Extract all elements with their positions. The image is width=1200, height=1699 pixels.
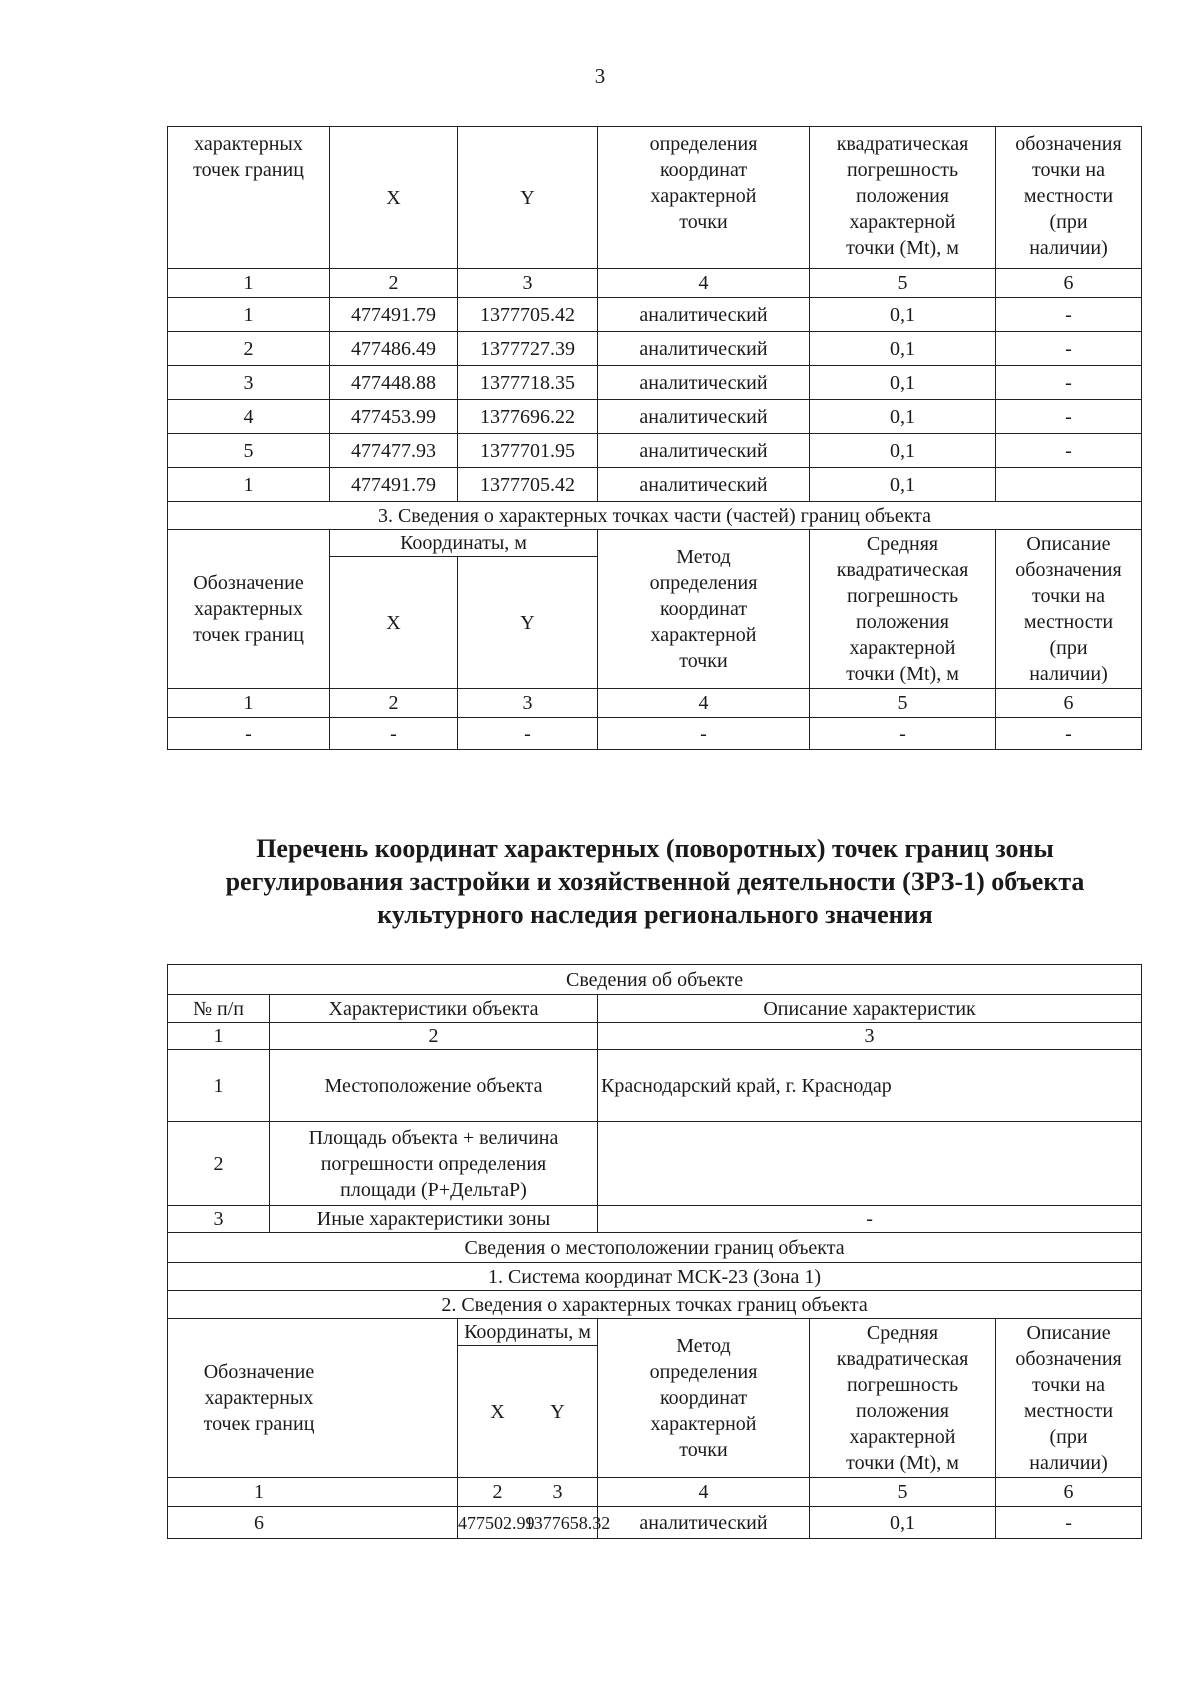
table-cell: 5	[168, 434, 330, 468]
table-cell: Местоположение объекта	[270, 1050, 598, 1122]
coordinate-system-row	[168, 1263, 1142, 1291]
header-y: Y	[458, 127, 598, 269]
cell-text: определения	[649, 572, 758, 594]
header-point-designation	[168, 1319, 458, 1478]
table-cell: 4	[598, 1478, 810, 1507]
cell-text: 1377658.32	[524, 1512, 611, 1533]
cell-text: (при	[1049, 1426, 1088, 1448]
coordinates-table-continued	[167, 126, 1142, 750]
zone-info-table	[167, 964, 1142, 1539]
cell-text: характерной	[849, 1426, 956, 1448]
header-description	[996, 1319, 1142, 1478]
table-cell: -	[168, 718, 330, 750]
cell-text: точки	[679, 1439, 728, 1461]
table-row	[168, 400, 1142, 434]
table-cell: 4	[168, 400, 330, 434]
table-cell: 5	[810, 269, 996, 298]
table-row	[168, 468, 1142, 502]
cell-text: наличии)	[1029, 1452, 1108, 1474]
cell-text: (при	[1049, 211, 1088, 233]
table-cell: 0,1	[810, 366, 996, 400]
header-mean-error	[810, 530, 996, 689]
coordinate-system: 1. Система координат МСК-23 (Зона 1)	[168, 1263, 1142, 1291]
cell-text: Описание	[1026, 533, 1111, 555]
table-cell: 4	[598, 689, 810, 718]
cell-text: характерной	[849, 637, 956, 659]
cell-text: 477502.99	[458, 1512, 535, 1533]
table-cell: 1	[168, 1478, 458, 1507]
cell-text: квадратическая	[836, 133, 969, 155]
table-row	[168, 1122, 1142, 1206]
table-cell: -	[458, 718, 598, 750]
table-cell: -	[996, 434, 1142, 468]
cell-text: (при	[1049, 637, 1088, 659]
header-characteristics: Характеристики объекта	[270, 995, 598, 1023]
table-cell: 1377696.22	[458, 400, 598, 434]
cell-text: местности	[1023, 1400, 1114, 1422]
cell-text: погрешность	[846, 159, 959, 181]
cell-text: характерной	[650, 185, 757, 207]
table-row	[168, 332, 1142, 366]
table-cell: 1377705.42	[458, 298, 598, 332]
heading-line-3: культурного наследия регионального значения	[377, 900, 933, 929]
table-cell: 1377718.35	[458, 366, 598, 400]
table-cell: 1	[168, 269, 330, 298]
heading-line-1: Перечень координат характерных (поворотных) точек границ зоны	[256, 834, 1054, 863]
cell-text: характерных	[194, 598, 303, 620]
cell-text: Обозначение	[203, 1361, 315, 1383]
cell-text: обозначения	[1015, 559, 1122, 581]
table-cell: -	[996, 298, 1142, 332]
cell-text: характерной	[849, 211, 956, 233]
cell-text: Площадь объекта + величина	[308, 1126, 559, 1149]
table-cell: 0,1	[810, 1507, 996, 1539]
section-3-title-row	[168, 502, 1142, 530]
table-cell: 0,1	[810, 468, 996, 502]
table-cell: 2	[330, 269, 458, 298]
cell-text: характерных	[194, 133, 303, 155]
cell-text: погрешности определения	[320, 1152, 547, 1175]
location-title-row	[168, 1233, 1142, 1263]
cell-text: точек границ	[203, 1413, 315, 1435]
table-cell: 2	[168, 332, 330, 366]
cell-text: 3	[552, 1481, 563, 1503]
object-info-header-row	[168, 995, 1142, 1023]
table-cell: -	[330, 718, 458, 750]
cell-text: Средняя	[866, 533, 939, 555]
table-cell: 1	[168, 1023, 270, 1050]
table-cell: 2	[270, 1023, 598, 1050]
section-2-title: 2. Сведения о характерных точках границ объекта	[168, 1291, 1142, 1319]
cell-text: обозначения	[1015, 1348, 1122, 1370]
table-row	[168, 1507, 1142, 1539]
table-header-row	[168, 1319, 1142, 1346]
table-cell: 3	[458, 689, 598, 718]
header-number: № п/п	[168, 995, 270, 1023]
section-2-title-row	[168, 1291, 1142, 1319]
cell-text: Средняя	[866, 1322, 939, 1344]
cell-text: X	[490, 1400, 505, 1423]
header-x: X	[330, 127, 458, 269]
cell-text: положения	[856, 1400, 949, 1422]
table-cell: 1	[168, 298, 330, 332]
table-row	[168, 434, 1142, 468]
header-point-designation	[168, 530, 330, 689]
table-cell: 0,1	[810, 400, 996, 434]
column-numbers-row	[168, 1478, 1142, 1507]
table-cell: 6	[996, 269, 1142, 298]
table-cell: 0,1	[810, 332, 996, 366]
object-info-title-row	[168, 965, 1142, 995]
cell-text: квадратическая	[836, 559, 969, 581]
table-cell: аналитический	[598, 298, 810, 332]
table-cell	[458, 1507, 611, 1539]
column-numbers-row	[168, 1023, 1142, 1050]
table-row	[168, 366, 1142, 400]
section-3-title: 3. Сведения о характерных точках части (частей) границ объекта	[168, 502, 1142, 530]
header-method	[598, 127, 810, 269]
cell-text: местности	[1023, 185, 1114, 207]
cell-text: точки (Mt), м	[846, 663, 959, 685]
header-description	[996, 530, 1142, 689]
table-cell: -	[996, 718, 1142, 750]
table-cell: Иные характеристики зоны	[270, 1206, 598, 1233]
area-value	[598, 1122, 1142, 1206]
cell-text: положения	[856, 185, 949, 207]
cell-text: квадратическая	[836, 1348, 969, 1370]
column-numbers-row	[168, 689, 1142, 718]
table-cell: 477448.88	[330, 366, 458, 400]
cell-text: координат	[659, 159, 748, 181]
cell-text: точки на	[1032, 1374, 1106, 1396]
cell-text: характерной	[650, 1413, 757, 1435]
table-cell: 3	[598, 1023, 1142, 1050]
cell-text: точки на	[1031, 585, 1106, 607]
cell-text: точки	[679, 211, 728, 233]
header-mean-error	[810, 1319, 996, 1478]
cell-text: наличии)	[1029, 663, 1108, 685]
table-cell: 1377705.42	[458, 468, 598, 502]
table-cell	[458, 1478, 598, 1507]
table-cell: 1	[168, 468, 330, 502]
location-value: Краснодарский край, г. Краснодар	[598, 1050, 1142, 1122]
table-cell: аналитический	[598, 1507, 810, 1539]
cell-text: обозначения	[1015, 133, 1122, 155]
cell-text: Метод	[676, 1335, 731, 1357]
table-cell: 5	[810, 689, 996, 718]
cell-text: Метод	[676, 546, 731, 568]
table-cell: 4	[598, 269, 810, 298]
header-point-designation	[168, 127, 330, 269]
cell-text: погрешность	[846, 1374, 959, 1396]
table-cell	[996, 468, 1142, 502]
header-x-y	[458, 1346, 598, 1478]
cell-text: точки (Mt), м	[846, 237, 959, 259]
header-y: Y	[458, 557, 598, 689]
table-cell: 3	[168, 1206, 270, 1233]
table-header-row	[168, 530, 1142, 557]
table-cell: -	[598, 1206, 1142, 1233]
header-method	[598, 530, 810, 689]
table-cell: -	[598, 718, 810, 750]
table-cell: 477453.99	[330, 400, 458, 434]
cell-text: определения	[649, 1361, 758, 1383]
cell-text: координат	[659, 1387, 748, 1409]
heading-line-2: регулирования застройки и хозяйственной деятельности (ЗРЗ-1) объекта	[225, 867, 1085, 896]
cell-text: точки (Mt), м	[846, 1452, 959, 1474]
table-cell: 1	[168, 689, 330, 718]
header-x: X	[330, 557, 458, 689]
table-cell: 6	[168, 1507, 458, 1539]
table-cell: 5	[810, 1478, 996, 1507]
cell-text: точек границ	[193, 624, 304, 646]
table-cell: 477491.79	[330, 298, 458, 332]
cell-text: Описание	[1026, 1322, 1111, 1344]
table-cell: аналитический	[598, 366, 810, 400]
cell-text: точки на	[1031, 159, 1106, 181]
header-mean-error	[810, 127, 996, 269]
table-cell: -	[810, 718, 996, 750]
cell-text: определения	[649, 133, 758, 155]
cell-text: точек границ	[193, 159, 304, 181]
cell-text: точки	[679, 650, 728, 672]
table-cell: -	[996, 366, 1142, 400]
table-row	[168, 718, 1142, 750]
column-numbers-row	[168, 269, 1142, 298]
cell-text: характерной	[650, 624, 757, 646]
cell-text: 2	[492, 1481, 503, 1503]
table-cell: аналитический	[598, 434, 810, 468]
header-method	[598, 1319, 810, 1478]
table-cell: 2	[168, 1122, 270, 1206]
table-cell: -	[996, 332, 1142, 366]
table-cell: аналитический	[598, 468, 810, 502]
table-row	[168, 298, 1142, 332]
table-header-row	[168, 127, 1142, 269]
cell-text: положения	[856, 611, 949, 633]
table-cell: 0,1	[810, 298, 996, 332]
cell-text: наличии)	[1029, 237, 1108, 259]
table-cell: 6	[996, 689, 1142, 718]
cell-text: местности	[1023, 611, 1114, 633]
table-cell: 2	[330, 689, 458, 718]
table-cell: 1377701.95	[458, 434, 598, 468]
table-cell: аналитический	[598, 332, 810, 366]
table-cell: 477491.79	[330, 468, 458, 502]
table-row	[168, 1050, 1142, 1122]
table-cell: 3	[458, 269, 598, 298]
table-cell: -	[996, 1507, 1142, 1539]
table-cell: 1	[168, 1050, 270, 1122]
table-cell: 3	[168, 366, 330, 400]
header-coordinates: Координаты, м	[330, 530, 598, 557]
cell-text: Обозначение	[193, 572, 304, 594]
cell-text: Y	[550, 1400, 565, 1423]
table-cell: 1377727.39	[458, 332, 598, 366]
table-row	[168, 1206, 1142, 1233]
header-description	[996, 127, 1142, 269]
table-cell: 477486.49	[330, 332, 458, 366]
table-cell: 0,1	[810, 434, 996, 468]
cell-text: характерных	[204, 1387, 314, 1409]
table-cell: 477477.93	[330, 434, 458, 468]
location-title: Сведения о местоположении границ объекта	[168, 1233, 1142, 1263]
document-heading	[170, 832, 1140, 931]
table-cell: 6	[996, 1478, 1142, 1507]
cell-text: площади (Р+ДельтаР)	[340, 1178, 527, 1201]
page-number: 3	[594, 64, 606, 88]
table-cell	[270, 1122, 598, 1206]
table-cell: -	[996, 400, 1142, 434]
cell-text: погрешность	[846, 585, 959, 607]
object-info-title: Сведения об объекте	[168, 965, 1142, 995]
header-characteristics-description: Описание характеристик	[598, 995, 1142, 1023]
table-cell: аналитический	[598, 400, 810, 434]
header-coordinates: Координаты, м	[458, 1319, 598, 1346]
cell-text: координат	[659, 598, 748, 620]
